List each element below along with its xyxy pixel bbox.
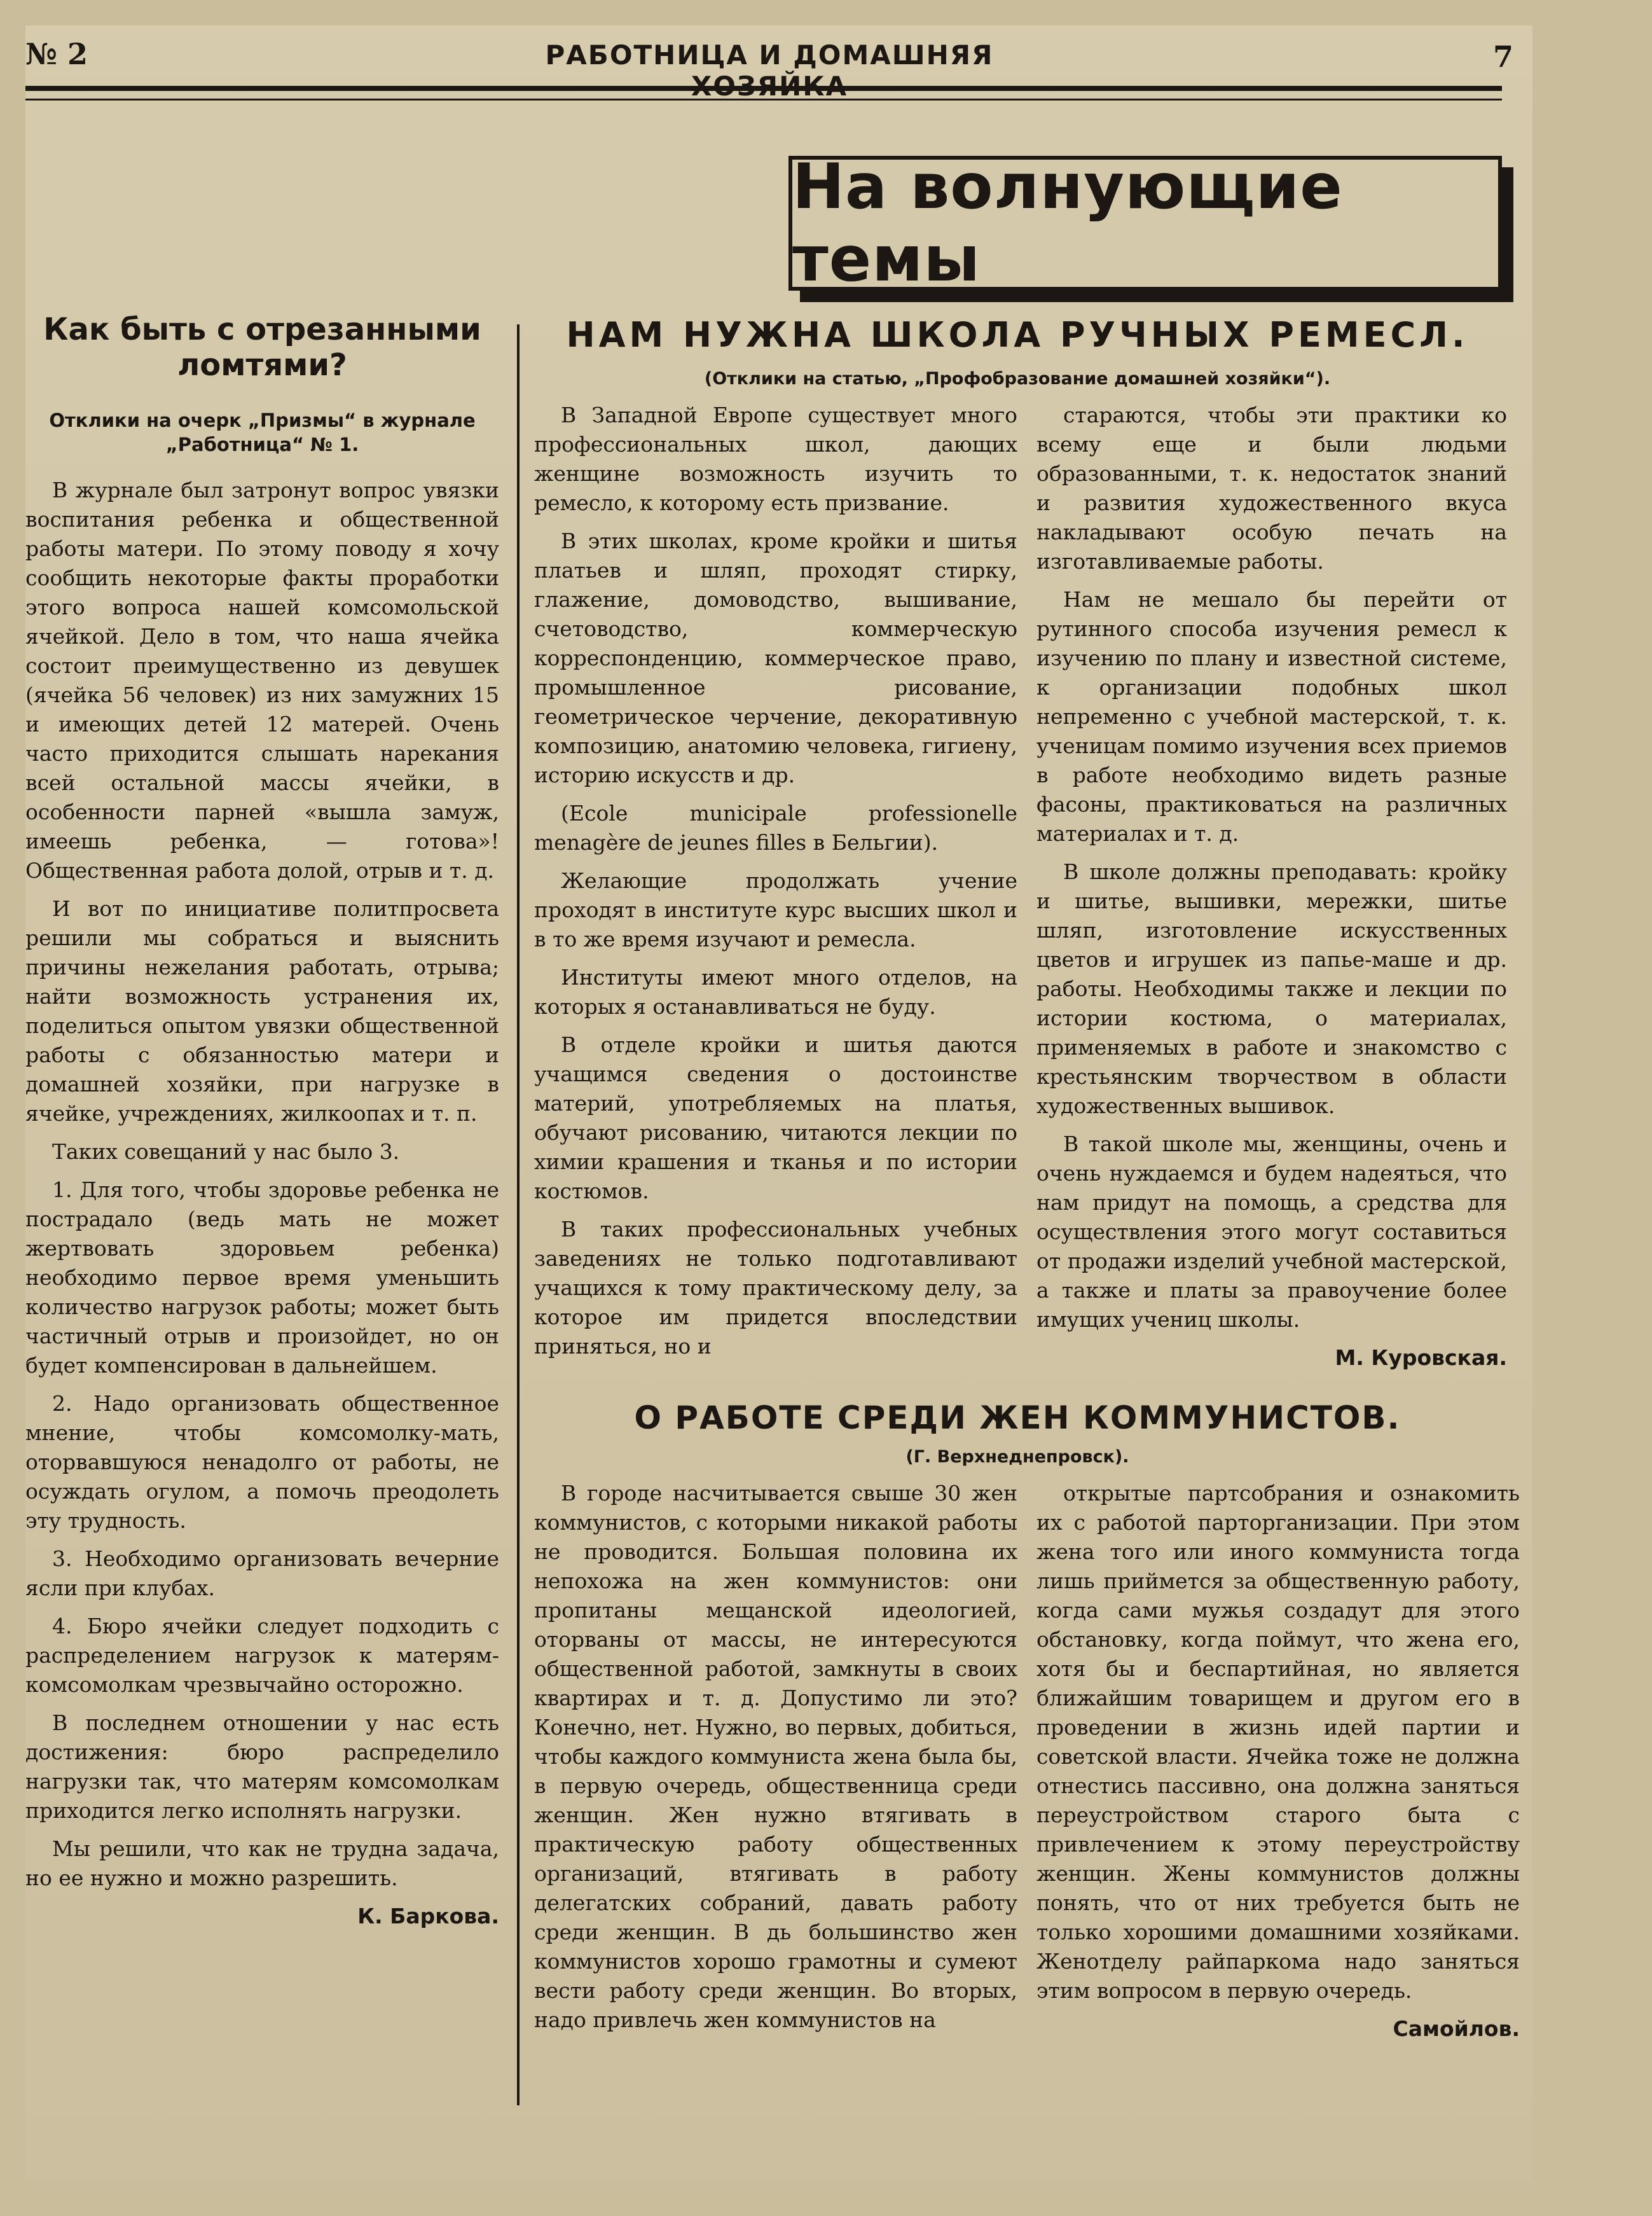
article-2-column-b [1036, 401, 1507, 1382]
article-2-subtitle: (Отклики на статью, „Профобразование домашней хозяйки“). [704, 369, 1331, 389]
paragraph: В Западной Европе существует много профессиональных школ, дающих женщине возможность изучить то ремесло, к которому есть призвание. [534, 403, 1017, 515]
article-1-subtitle: Отклики на очерк „Призмы“ в журнале „Работница“ № 1. [49, 410, 476, 455]
article-1-signature: К. Баркова. [357, 1904, 499, 1929]
article-3-title: О РАБОТЕ СРЕДИ ЖЕН КОММУНИСТОВ. [634, 1399, 1401, 1436]
paragraph: стараются, чтобы эти практики ко всему еще и были людьми образованными, т. к. недостаток знаний и развития художественного вкуса накладывают особую печать на изготавливаемые работы. [1036, 403, 1507, 574]
paragraph: Желающие продолжать учение проходят в институте курс высших школ и в то же время изучают и ремесла. [534, 868, 1017, 952]
paragraph: В журнале был затронут вопрос увязки воспитания ребенка и общественной работы матери. По этому поводу я хочу сообщить некоторые факты проработки этого вопроса нашей комсомольской ячейкой. Дело в том, что наша ячейка состоит преимущественно из девушек (ячейка 56 человек) из них замужних 15 и имеющих детей 12 матерей. Очень часто приходится слышать нарекания всей остальной массы ячейки, в особенности парней «вышла замуж, имеешь ребенка, — готова»! Общественная работа долой, отрыв и т. д. [25, 478, 499, 883]
paragraph: В этих школах, кроме кройки и шитья платьев и шляп, проходят стирку, глажение, домоводство, вышивание, счетоводство, коммерческую корреспонденцию, коммерческое право, промышленное рисование, геометрическое черчение, декоративную композицию, анатомию человека, гигиену, историю искусств и др. [534, 529, 1017, 787]
paragraph: 2. Надо организовать общественное мнение, чтобы комсомолку-мать, оторвавшуюся ненадолго от работы, не осуждать огулом, а помочь преодолеть эту трудность. [25, 1391, 499, 1533]
paragraph: 3. Необходимо организовать вечерние ясли при клубах. [25, 1546, 499, 1600]
paragraph: 1. Для того, чтобы здоровье ребенка не пострадало (ведь мать не может жертвовать здоровьем ребенка) необходимо первое время уменьшить количество нагрузок работы; может быть частичный отрыв и произойдет, но он будет компенсирован в дальнейшем. [25, 1177, 499, 1378]
paragraph: открытые партсобрания и ознакомить их с работой парторганизации. При этом жена того или иного коммуниста тогда лишь приймется за общественную работу, когда сами мужья создадут для этого обстановку, когда поймут, что жена его, хотя бы и беспартийная, но является ближайшим товарищем и другом его в проведении в жизнь идей партии и советской власти. Ячейка тоже не должна отнестись пассивно, она должна заняться переустройством старого быта с привлечением к этому переустройству женщин. Жены коммунистов должны понять, что от них требуется быть не только хорошими домашними хозяйками. Женотделу райпаркома надо заняться этим вопросом в первую очередь. [1036, 1481, 1520, 2003]
paragraph: И вот по инициативе политпросвета решили мы собраться и выяснить причины нежелания работать, отрыва; найти возможность устранения их, поделиться опытом увязки общественной работы с обязанностью матери и домашней хозяйки, при нагрузке в ячейке, учреждениях, жилкоопах и т. п. [25, 896, 499, 1126]
article-2-title: НАМ НУЖНА ШКОЛА РУЧНЫХ РЕМЕСЛ. [566, 315, 1469, 355]
article-2-signature: М. Куровская. [1335, 1345, 1507, 1370]
header-rule-thin [25, 99, 1502, 100]
newspaper-page [25, 25, 1532, 2182]
column-divider [517, 324, 520, 2105]
issue-number: № 2 [25, 37, 88, 71]
paragraph: В отделе кройки и шитья даются учащимся сведения о достоинстве материй, употребляемых на платья, обучают рисованию, читаются лекции по химии крашения и тканья и по истории костюмов. [534, 1032, 1017, 1203]
article-3-signature: Самойлов. [1393, 2016, 1520, 2041]
paragraph: 4. Бюро ячейки следует подходить с распределением нагрузок к матерям-комсомолкам чрезвычайно осторожно. [25, 1614, 499, 1697]
paragraph: Таких совещаний у нас было 3. [52, 1139, 400, 1164]
section-banner: На волнующие темы [788, 156, 1502, 291]
paragraph: В такой школе мы, женщины, очень и очень нуждаемся и будем надеяться, что нам придут на помощь, а средства для осуществления этого могут составиться от продажи изделий учебной мастерской, а также и платы за правоучение более имущих учениц школы. [1036, 1132, 1507, 1332]
paragraph: В последнем отношении у нас есть достижения: бюро распределило нагрузки так, что матерям комсомолкам приходится легко исполнять нагрузки. [25, 1710, 499, 1823]
masthead-title: РАБОТНИЦА И ДОМАШНЯЯ [545, 39, 994, 71]
header-rule [25, 86, 1502, 91]
paragraph: В школе должны преподавать: кройку и шитье, вышивки, мережки, шитье шляп, изготовление искусственных цветов и игрушек из папье-маше и др. работы. Необходимы также и лекции по истории костюма, о материалах, применяемых в работе и знакомство с крестьянским творчеством в области художественных вышивок. [1036, 859, 1507, 1118]
article-1-column [25, 312, 499, 1940]
article-2-column-a [534, 401, 1017, 1370]
article-3-column-a [534, 1479, 1017, 2044]
article-3-column-b [1036, 1479, 1520, 2053]
article-1-title: Как быть с отрезанными ломтями? [43, 312, 481, 383]
paragraph: Нам не мешало бы перейти от рутинного способа изучения ремесл к изучению по плану и известной системе, к организации подобных школ непременно с учебной мастерской, т. к. ученицам помимо изучения всех приемов в работе необходимо видеть разные фасоны, практиковаться на различных материалах и т. д. [1036, 587, 1507, 846]
paragraph: (Ecole municipale professionelle menagère de jeunes filles в Бельгии). [534, 801, 1017, 855]
paragraph: Институты имеют много отделов, на которых я останавливаться не буду. [534, 965, 1017, 1019]
paragraph: В таких профессиональных учебных заведениях не только подготавливают учащихся к тому практическому делу, за которое им придется впоследствии приняться, но и [534, 1217, 1017, 1359]
page-number: 7 [1492, 39, 1513, 74]
article-3-subtitle: (Г. Верхнеднепровск). [905, 1447, 1129, 1467]
paragraph: Мы решили, что как не трудна задача, но ее нужно и можно разрешить. [25, 1836, 499, 1890]
paragraph: В городе насчитывается свыше 30 жен коммунистов, с которыми никакой работы не проводится. Большая половина их непохожа на жен коммунистов: они пропитаны мещанской идеологией, оторваны от массы, не интересуются общественной работой, замкнуты в своих квартирах и т. д. Допустимо ли это? Конечно, нет. Нужно, во первых, добиться, чтобы каждого коммуниста жена была бы, в первую очередь, общественница среди женщин. Жен нужно втягивать в практическую работу общественных организаций, втягивать в работу делегатских собраний, давать работу среди женщин. В дь большинство жен коммунистов хорошо грамотны и сумеют вести работу среди женщин. Во вторых, надо привлечь жен коммунистов на [534, 1481, 1017, 2032]
